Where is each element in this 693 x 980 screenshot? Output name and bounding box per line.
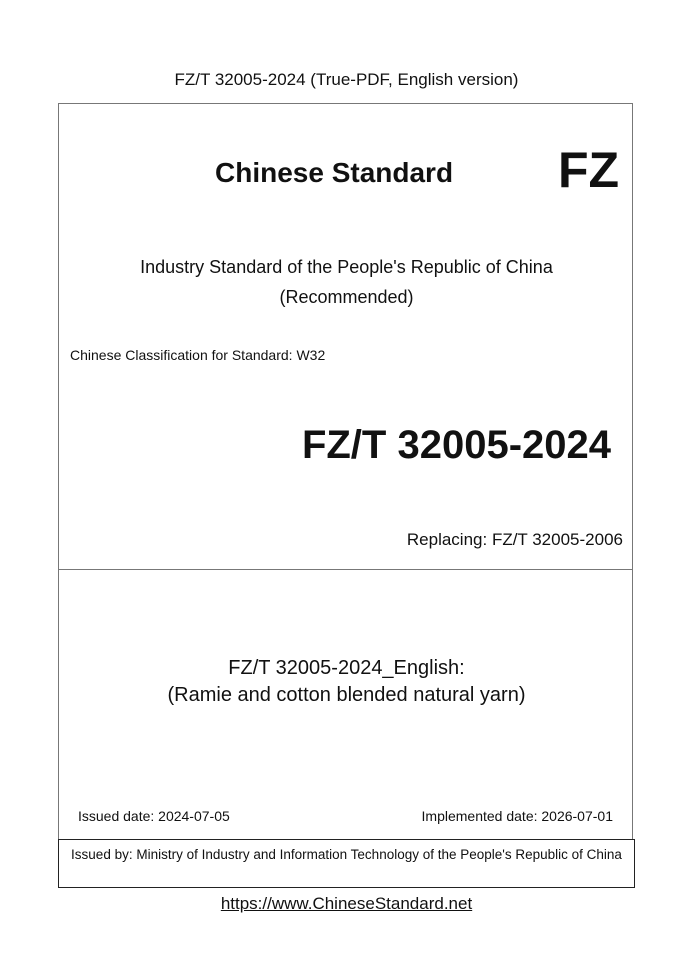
- document-name: FZ/T 32005-2024_English:: [228, 657, 465, 679]
- implemented-date: Implemented date: 2026-07-01: [421, 808, 613, 824]
- website-footer: [0, 893, 693, 915]
- industry-standard-line: Industry Standard of the People's Republic of China: [140, 257, 553, 277]
- replacing-label: Replacing: FZ/T 32005-2006: [406, 530, 623, 549]
- fz-logo: FZ: [558, 142, 620, 198]
- page-header-title: FZ/T 32005-2024 (True-PDF, English version): [174, 70, 519, 89]
- document-subtitle: (Ramie and cotton blended natural yarn): [167, 684, 526, 706]
- issuer-text: Issued by: Ministry of Industry and Information Technology of the People's Republic of China: [71, 847, 622, 862]
- cover-heading: Chinese Standard: [215, 157, 454, 188]
- website-link[interactable]: https://www.ChineseStandard.net: [220, 894, 473, 913]
- classification-label: Chinese Classification for Standard: W32: [70, 347, 326, 363]
- issued-date: Issued date: 2024-07-05: [78, 808, 230, 824]
- recommended-label: (Recommended): [279, 287, 414, 307]
- standard-number: FZ/T 32005-2024: [301, 423, 611, 467]
